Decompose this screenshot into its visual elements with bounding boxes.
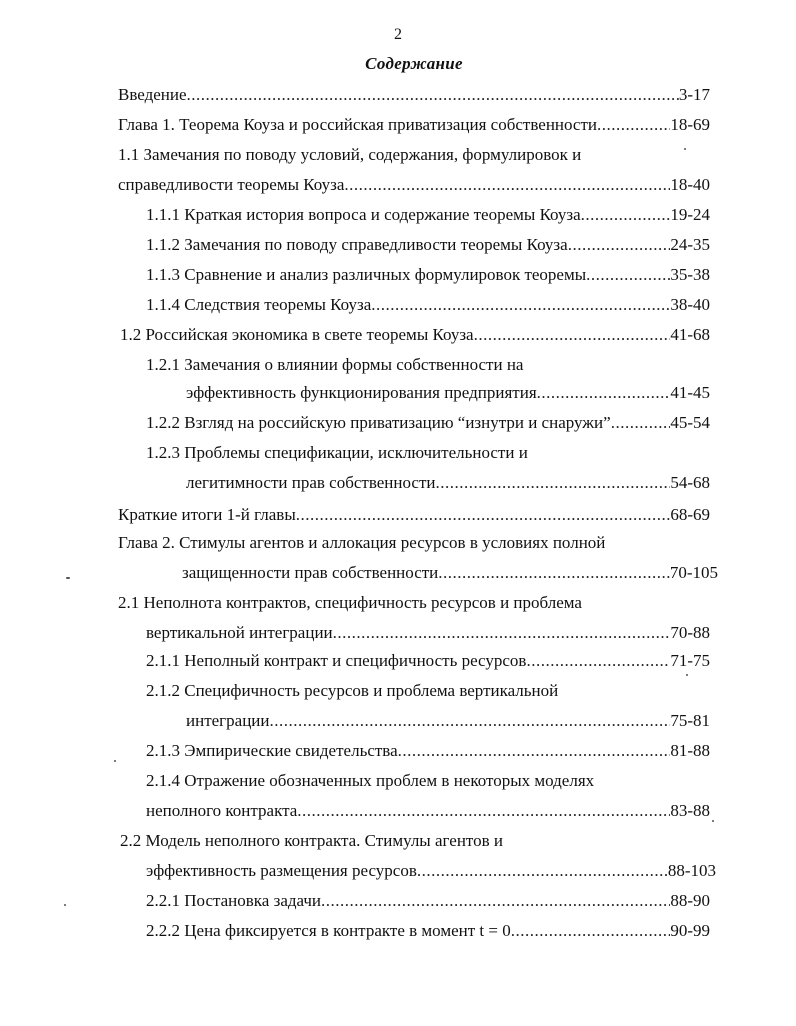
toc-entry: [118, 530, 710, 556]
toc-entry-pages: 19-24: [670, 205, 710, 224]
dot-leader: [537, 380, 671, 406]
toc-entry: [146, 678, 710, 704]
toc-entry: [146, 232, 710, 258]
toc-entry-pages: 38-40: [670, 295, 710, 314]
toc-entry: [146, 768, 710, 794]
dot-leader: [474, 322, 671, 348]
toc-entry-text: 2.1.2 Специфичность ресурсов и проблема вертикальной: [146, 681, 559, 700]
scan-speck: [712, 820, 714, 822]
toc-entry-pages: 18-40: [670, 175, 710, 194]
toc-entry-text: 1.2 Российская экономика в свете теоремы Коуза: [120, 325, 474, 344]
toc-entry-text: 2.1.1 Неполный контракт и специфичность ресурсов: [146, 651, 527, 670]
toc-entry: [146, 648, 710, 674]
toc-entry-text: справедливости теоремы Коуза: [118, 175, 345, 194]
toc-entry-pages: 70-105: [669, 563, 718, 582]
toc-entry-text: 2.2.2 Цена фиксируется в контракте в момент t = 0: [146, 921, 511, 940]
toc-entry: [146, 620, 710, 646]
toc-entry-text: 2.1.4 Отражение обозначенных проблем в некоторых моделях: [146, 771, 595, 790]
toc-entry-text: легитимности прав собственности: [186, 473, 436, 492]
toc-entry-pages: 83-88: [670, 801, 710, 820]
toc-entry-text: 2.1.3 Эмпирические свидетельства: [146, 741, 398, 760]
toc-entry-pages: 18-69: [670, 115, 710, 134]
toc-entry-text: 1.1 Замечания по поводу условий, содержания, формулировок и: [118, 145, 582, 164]
dot-leader: [297, 798, 670, 824]
toc-entry-pages: 41-45: [670, 383, 710, 402]
toc-entry-text: 1.2.2 Взгляд на российскую приватизацию “изнутри и снаружи”: [146, 413, 611, 432]
toc-entry-pages: 90-99: [670, 921, 710, 940]
toc-entry-pages: 81-88: [670, 741, 710, 760]
toc-entry: [186, 470, 710, 496]
scan-speck: [114, 760, 116, 762]
toc-entry: [118, 142, 710, 168]
toc-entry-pages: 3-17: [678, 85, 710, 104]
scan-speck: [66, 577, 70, 579]
toc-entry-text: защищенности прав собственности: [182, 563, 439, 582]
dot-leader: [398, 738, 671, 764]
toc-entry-pages: 41-68: [670, 325, 710, 344]
dot-leader: [417, 858, 668, 884]
dot-leader: [321, 888, 670, 914]
toc-entry: [118, 590, 710, 616]
scan-speck: [686, 674, 688, 676]
toc-entry: [146, 202, 710, 228]
toc-entry-text: 1.1.4 Следствия теоремы Коуза: [146, 295, 372, 314]
dot-leader: [438, 560, 670, 586]
dot-leader: [597, 112, 670, 138]
toc-entry: [186, 380, 710, 406]
toc-entry-text: 1.1.3 Сравнение и анализ различных формулировок теоремы: [146, 265, 587, 284]
dot-leader: [611, 410, 671, 436]
toc-entry-text: 1.2.3 Проблемы спецификации, исключительности и: [146, 443, 528, 462]
toc-entry: [146, 858, 716, 884]
toc-entry-pages: 70-88: [670, 623, 710, 642]
toc-entry-pages: 54-68: [670, 473, 710, 492]
toc-entry: [118, 502, 710, 528]
toc-entry: [146, 262, 710, 288]
dot-leader: [187, 82, 679, 108]
toc-entry-text: 1.1.1 Краткая история вопроса и содержание теоремы Коуза: [146, 205, 581, 224]
toc-entry-text: 2.1 Неполнота контрактов, специфичность ресурсов и проблема: [118, 593, 582, 612]
toc-entry: [146, 440, 710, 466]
toc-entry: [182, 560, 718, 586]
toc-entry-text: интеграции: [186, 711, 270, 730]
dot-leader: [568, 232, 671, 258]
toc-entry: [120, 828, 710, 854]
toc-entry: [146, 410, 710, 436]
dot-leader: [344, 172, 670, 198]
dot-leader: [435, 470, 670, 496]
toc-entry: [186, 708, 710, 734]
toc-entry: [146, 352, 710, 378]
toc-title: Содержание: [365, 54, 463, 73]
toc-entry-text: Введение: [118, 85, 187, 104]
dot-leader: [511, 918, 671, 944]
dot-leader: [333, 620, 671, 646]
page-number: 2: [394, 26, 402, 43]
toc-entry: [146, 888, 710, 914]
dot-leader: [581, 202, 671, 228]
toc-entry: [118, 112, 710, 138]
toc-entry-pages: 35-38: [670, 265, 710, 284]
toc-entry-text: 1.2.1 Замечания о влиянии формы собственности на: [146, 355, 524, 374]
scan-speck: [684, 148, 686, 150]
toc-entry-pages: 75-81: [670, 711, 710, 730]
dot-leader: [586, 262, 670, 288]
toc-entry-text: 2.2.1 Постановка задачи: [146, 891, 322, 910]
toc-entry: [118, 172, 710, 198]
toc-entry-pages: 88-103: [667, 861, 716, 880]
toc-entry: [146, 292, 710, 318]
toc-entry-text: эффективность размещения ресурсов: [146, 861, 417, 880]
toc-entry-text: неполного контракта: [146, 801, 298, 820]
toc-entry-text: 2.2 Модель неполного контракта. Стимулы агентов и: [120, 831, 503, 850]
toc-entry-text: 1.1.2 Замечания по поводу справедливости теоремы Коуза: [146, 235, 568, 254]
toc-entry-text: Глава 2. Стимулы агентов и аллокация ресурсов в условиях полной: [118, 533, 606, 552]
toc-entry: [120, 322, 710, 348]
dot-leader: [269, 708, 670, 734]
toc-entry-pages: 68-69: [670, 505, 710, 524]
toc-entry-text: Краткие итоги 1-й главы: [118, 505, 296, 524]
toc-entry-text: вертикальной интеграции: [146, 623, 333, 642]
dot-leader: [296, 502, 671, 528]
dot-leader: [526, 648, 670, 674]
dot-leader: [371, 292, 670, 318]
toc-entry-text: Глава 1. Теорема Коуза и российская приватизация собственности: [118, 115, 598, 134]
toc-entry-pages: 71-75: [670, 651, 710, 670]
toc-entry: [146, 738, 710, 764]
toc-entry-pages: 24-35: [670, 235, 710, 254]
toc-entry: [146, 798, 710, 824]
toc-entry-pages: 88-90: [670, 891, 710, 910]
toc-entry-text: эффективность функционирования предприятия: [186, 383, 537, 402]
scan-speck: [64, 904, 66, 906]
toc-entry-pages: 45-54: [670, 413, 710, 432]
toc-entry: [118, 82, 710, 108]
toc-entry: [146, 918, 710, 944]
